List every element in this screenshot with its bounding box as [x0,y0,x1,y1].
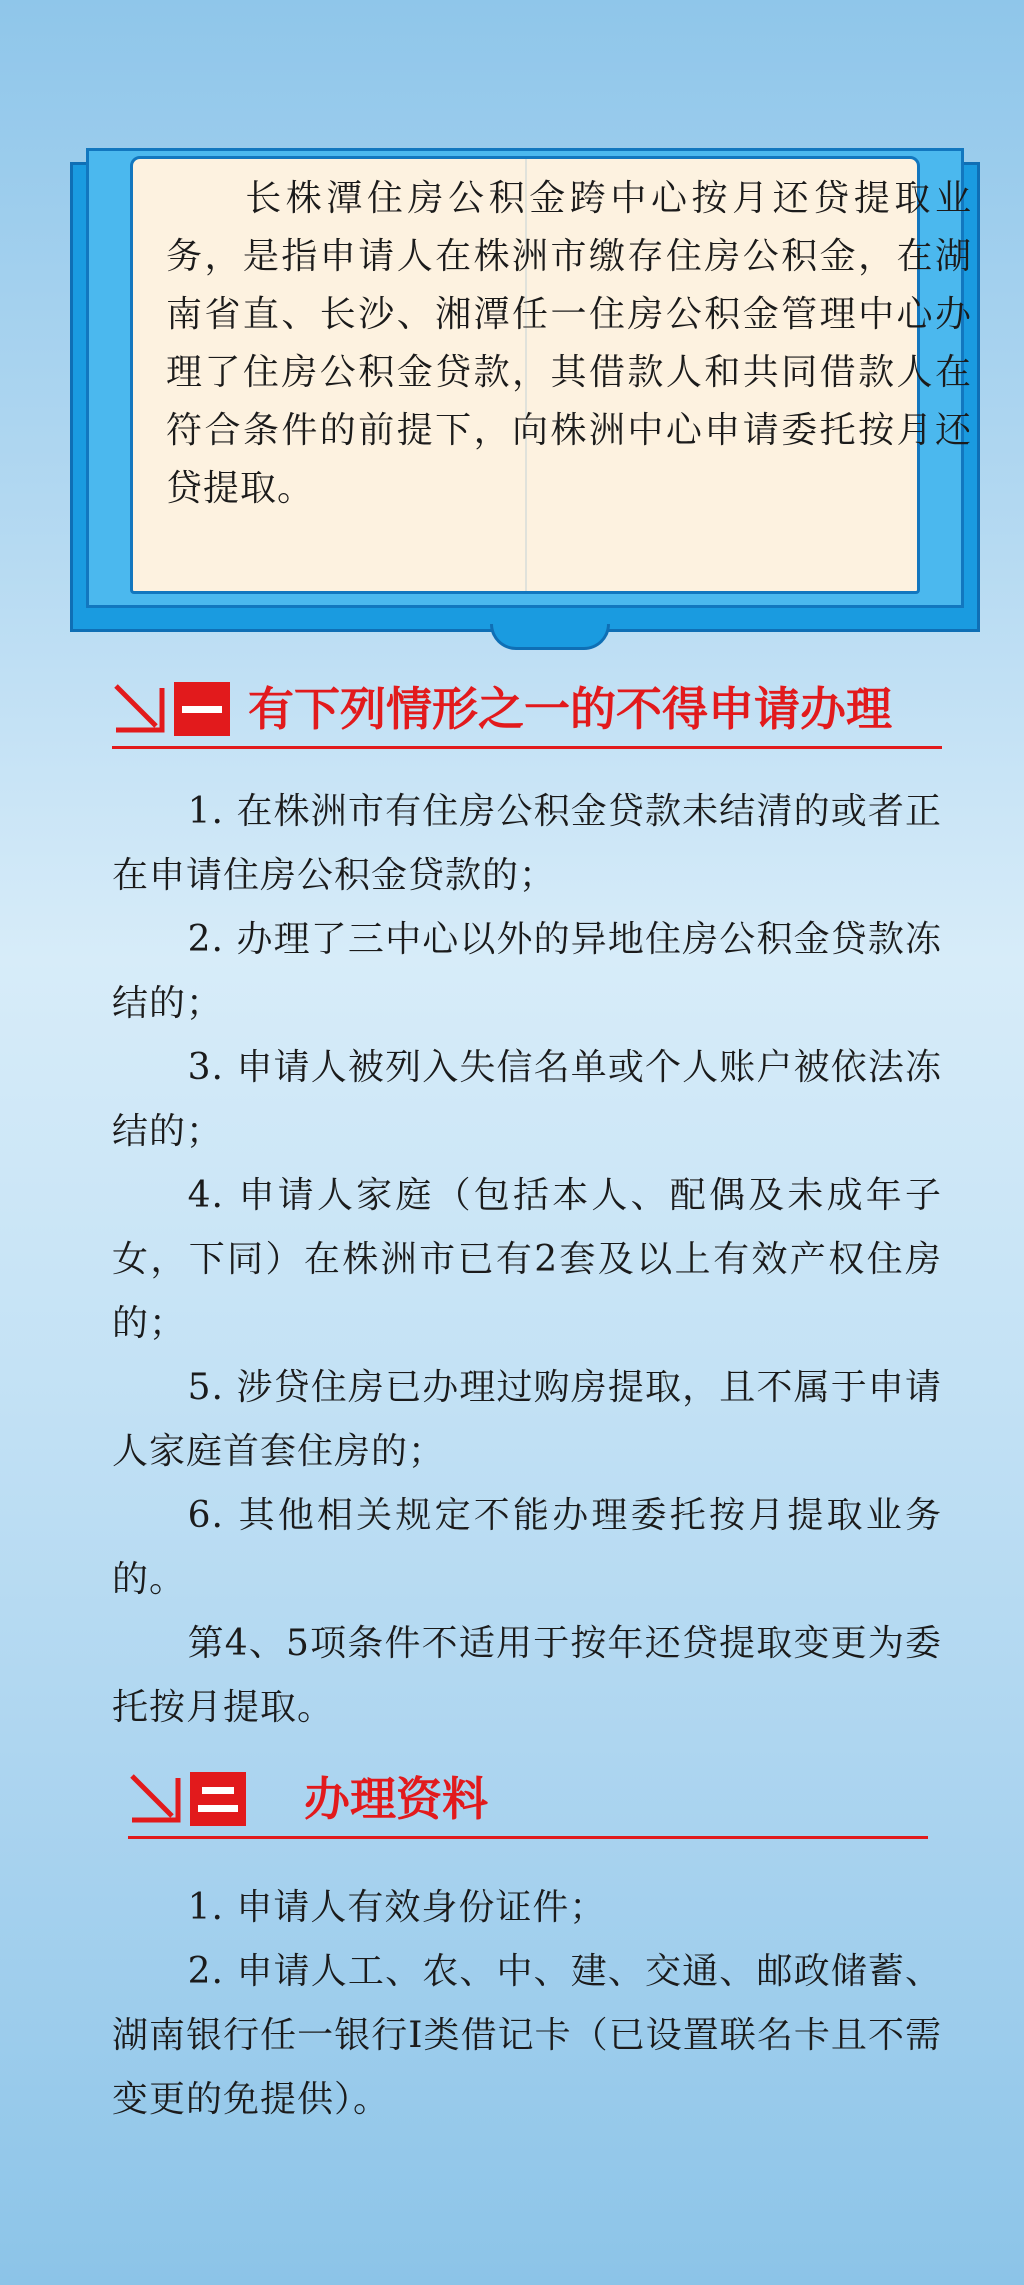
section-2-header [128,1766,928,1836]
section-1-header [112,676,942,746]
number-one-icon [174,682,230,736]
list-item: 5. 涉贷住房已办理过购房提取，且不属于申请人家庭首套住房的； [112,1367,942,1472]
list-item: 4. 申请人家庭（包括本人、配偶及未成年子女，下同）在株洲市已有2套及以上有效产权住房的； [112,1175,942,1344]
section-2-list [112,1876,942,2132]
list-item: 1. 申请人有效身份证件； [187,1887,607,1928]
list-item: 1. 在株洲市有住房公积金贷款未结清的或者正在申请住房公积金贷款的； [112,791,942,896]
section-1-divider [112,746,942,749]
intro-paragraph: 长株潭住房公积金跨中心按月还贷提取业务，是指申请人在株洲市缴存住房公积金，在湖南省直、长沙、湘潭任一住房公积金管理中心办理了住房公积金贷款，其借款人和共同借款人在符合条件的前提下，向株洲中心申请委托按月还贷提取。 [166,178,972,509]
section-2-title: 办理资料 [304,1772,488,1826]
list-item: 2. 办理了三中心以外的异地住房公积金贷款冻结的； [112,919,942,1024]
number-two-icon [190,1772,246,1826]
section-1-list [112,780,942,1740]
intro-book-panel [70,148,980,628]
book-tab [490,624,610,650]
list-item: 2. 申请人工、农、中、建、交通、邮政储蓄、湖南银行任一银行Ⅰ类借记卡（已设置联名卡且不需变更的免提供）。 [112,1951,942,2120]
arrow-down-right-icon [128,1772,182,1826]
list-item: 3. 申请人被列入失信名单或个人账户被依法冻结的； [112,1047,942,1152]
section-1-title: 有下列情形之一的不得申请办理 [248,682,892,736]
section-1-note: 第4、5项条件不适用于按年还贷提取变更为委托按月提取。 [112,1623,942,1728]
section-2-divider [128,1836,928,1839]
list-item: 6. 其他相关规定不能办理委托按月提取业务的。 [112,1495,942,1600]
arrow-down-right-icon [112,682,166,736]
